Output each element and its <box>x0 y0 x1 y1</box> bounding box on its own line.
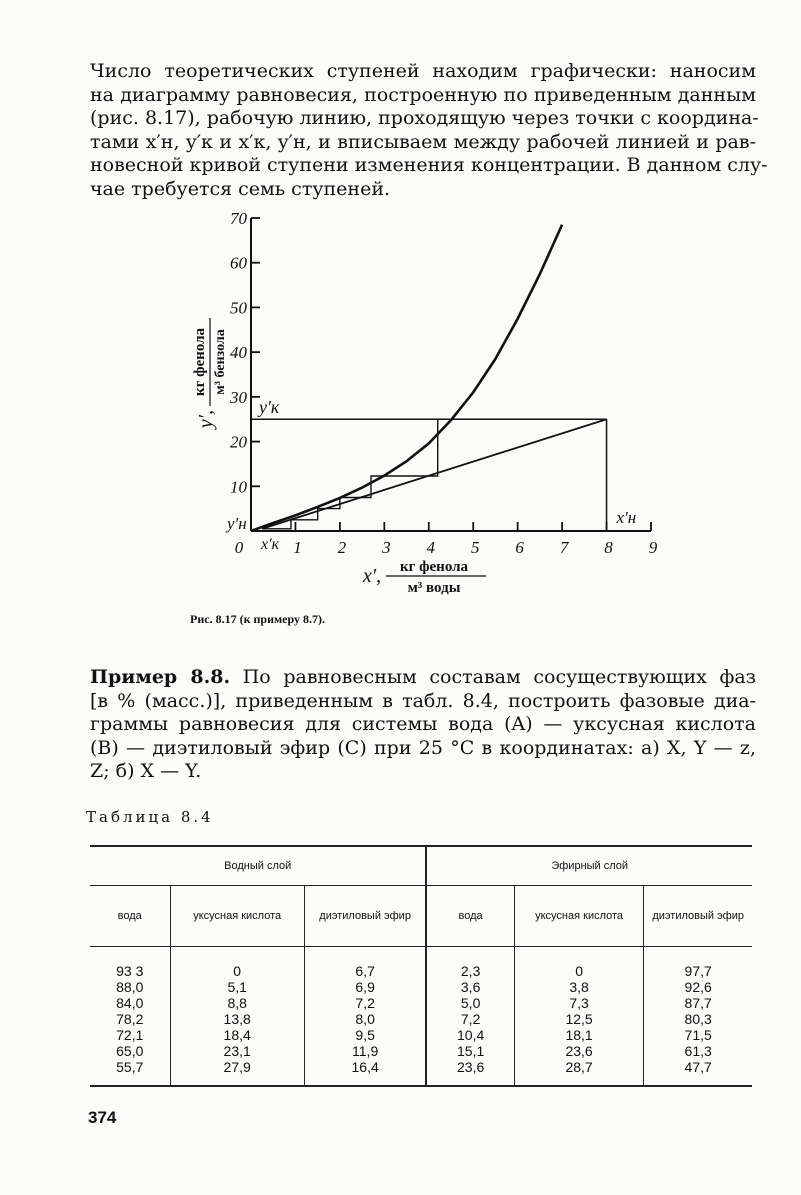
x-tick-label: 7 <box>559 538 569 557</box>
y-axis-denominator: м³ бензола <box>213 329 228 395</box>
table-cell: 88,0 <box>116 979 144 995</box>
x-axis-numerator: кг фенола <box>399 559 469 575</box>
x-n-annotation: x′н <box>616 508 637 527</box>
equilibrium-curve <box>251 225 562 531</box>
table-cell: 12,5 <box>565 1011 593 1027</box>
table-body-row <box>90 947 752 1087</box>
table-cell: 5,0 <box>460 995 481 1011</box>
table-cell: 3,8 <box>569 979 589 995</box>
table-cell: 61,3 <box>684 1043 712 1059</box>
text-line: [в % (масс.)], приведенным в табл. 8.4, построить фазовые диа- <box>90 689 756 712</box>
x-k-annotation: x′к <box>261 536 280 553</box>
y-tick-label: 50 <box>230 298 247 318</box>
chart-plot-area <box>225 209 658 557</box>
table-cell: 18,1 <box>565 1027 593 1043</box>
table-cell: 9,5 <box>355 1027 375 1043</box>
x-tick-label: 1 <box>293 538 302 557</box>
text-line: (B) — диэтиловый эфир (C) при 25 °C в координатах: а) X, Y — z, <box>90 736 756 759</box>
table-cell: 84,0 <box>116 995 144 1011</box>
x-tick-label: 5 <box>470 538 480 557</box>
table-cell: 0 <box>233 963 242 979</box>
column-header: уксусная кислота <box>514 886 644 947</box>
table-cell: 23,1 <box>223 1043 251 1059</box>
table-cell: 8,8 <box>227 995 247 1011</box>
table-cell: 18,4 <box>223 1027 251 1043</box>
table-title: Таблица 8.4 <box>86 808 214 826</box>
y-tick-label: 40 <box>230 343 247 363</box>
x-axis-label <box>362 559 486 596</box>
example-paragraph <box>90 666 756 784</box>
text-line: Z; б) X — Y. <box>90 760 202 782</box>
y-n-annotation: y′н <box>227 514 247 533</box>
table-cell: 47,7 <box>684 1059 712 1075</box>
text-line <box>90 666 756 690</box>
group-header-water-layer: Водный слой <box>90 846 426 886</box>
table-cell: 23,6 <box>565 1043 593 1059</box>
y-tick-label: 10 <box>230 477 247 497</box>
table-cell: 0 <box>575 963 583 979</box>
table-cell: 28,7 <box>565 1059 593 1075</box>
column-header: уксусная кислота <box>170 886 304 947</box>
table-column-values <box>90 947 170 1087</box>
x-axis-denominator: м³ воды <box>407 580 461 596</box>
table-column-values <box>170 947 304 1087</box>
x-tick-label: 2 <box>337 538 347 557</box>
page-number: 374 <box>88 1108 117 1127</box>
x-tick-label: 4 <box>426 538 436 557</box>
table-cell: 92,6 <box>684 979 712 995</box>
operating-line <box>262 419 606 529</box>
table-cell: 13,8 <box>223 1011 251 1027</box>
y-tick-label: 60 <box>230 253 247 273</box>
table-cell: 71,5 <box>684 1027 712 1043</box>
y-axis-symbol: y′, <box>195 410 217 429</box>
column-header: вода <box>90 886 170 947</box>
table-cell: 3,6 <box>460 979 481 995</box>
table-column-values <box>514 947 644 1087</box>
y-axis-numerator: кг фенола <box>192 327 208 397</box>
y-tick-label: 30 <box>230 387 247 407</box>
table-cell: 55,7 <box>116 1059 144 1075</box>
y-tick-label: 70 <box>230 209 247 228</box>
table-column-values <box>304 947 426 1087</box>
text-line: граммы равновесия для системы вода (A) — уксусная кислота <box>90 713 756 735</box>
table-column-values <box>426 947 514 1087</box>
group-header-ether-layer: Эфирный слой <box>426 846 752 886</box>
y-axis-label <box>192 318 228 430</box>
y-k-annotation: y′к <box>259 397 280 418</box>
table-cell: 87,7 <box>684 995 712 1011</box>
table-cell: 16,4 <box>351 1059 379 1075</box>
table-cell: 15,1 <box>457 1043 485 1059</box>
figure-caption: Рис. 8.17 (к примеру 8.7). <box>190 612 325 626</box>
y-tick-label: 20 <box>230 432 247 452</box>
x-tick-label: 9 <box>648 538 658 557</box>
table-cell: 7,2 <box>460 1011 481 1027</box>
column-header: диэтиловый эфир <box>644 886 752 947</box>
table-cell: 10,4 <box>457 1027 485 1043</box>
origin-label: 0 <box>234 538 244 557</box>
table-cell: 78,2 <box>116 1011 144 1027</box>
table-cell: 80,3 <box>684 1011 712 1027</box>
text-line: на диаграмму равновесия, построенную по приведенным данным <box>90 83 756 106</box>
table-cell: 65,0 <box>116 1043 144 1059</box>
data-table <box>90 845 752 1087</box>
text-line: чае требуется семь ступеней. <box>90 177 391 200</box>
x-tick-label: 6 <box>515 538 524 557</box>
table-cell: 7,2 <box>355 995 375 1011</box>
table-cell: 6,9 <box>355 979 375 995</box>
text-line: тами x′н, y′к и x′к, y′н, и вписываем между рабочей линией и рав- <box>90 130 756 153</box>
table-cell: 5,1 <box>227 979 247 995</box>
table-column-values <box>644 947 752 1087</box>
text-line: (рис. 8.17), рабочую линию, проходящую через точки с координа- <box>90 107 759 129</box>
table-cell: 97,7 <box>684 963 712 979</box>
table-cell: 27,9 <box>223 1059 251 1075</box>
column-header: вода <box>426 886 514 947</box>
example-title: Пример 8.8. <box>90 666 231 688</box>
table-cell: 8,0 <box>355 1011 375 1027</box>
table-cell: 11,9 <box>352 1043 379 1059</box>
x-axis-symbol: x′, <box>362 565 382 587</box>
column-header: диэтиловый эфир <box>304 886 426 947</box>
table-cell: 23,6 <box>457 1059 485 1075</box>
x-tick-label: 3 <box>382 538 391 557</box>
table-cell: 6,7 <box>355 963 375 979</box>
table-cell: 72,1 <box>116 1027 144 1043</box>
table-cell: 2,3 <box>460 963 481 979</box>
table-cell: 93 3 <box>116 963 144 979</box>
x-tick-label: 8 <box>604 538 613 557</box>
text-line-content: По равновесным составам сосуществующих фаз <box>242 666 757 688</box>
text-line: Число теоретических ступеней находим графически: наносим <box>90 60 756 82</box>
table-cell: 7,3 <box>569 995 589 1011</box>
text-line: новесной кривой ступени изменения концентрации. В данном слу- <box>90 154 768 176</box>
